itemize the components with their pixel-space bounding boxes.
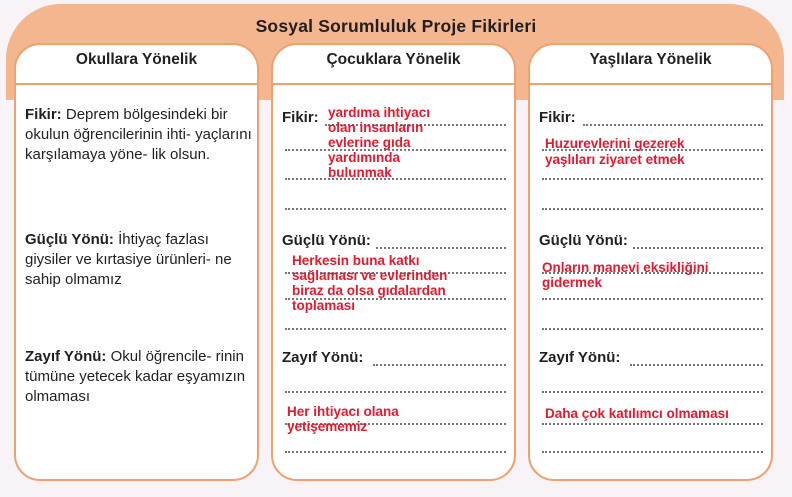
idea-block	[25, 105, 255, 165]
weakness-text: Okul öğrencile- rinin tümüne yetecek kadar eşyamızın olmaması	[25, 348, 246, 405]
handwritten-idea: Huzurevlerini gezerek yaşlıları ziyaret etmek	[545, 136, 685, 167]
idea-label: Fikir:	[282, 109, 319, 126]
answer-line	[542, 391, 763, 393]
weakness-label: Zayıf Yönü:	[25, 348, 107, 365]
card-yaslilara	[528, 43, 773, 481]
idea-label: Fikir:	[25, 106, 62, 123]
answer-line	[542, 208, 763, 210]
weakness-block	[25, 347, 255, 407]
answer-line	[373, 364, 506, 366]
weakness-label: Zayıf Yönü:	[539, 349, 621, 366]
idea-label: Fikir:	[539, 109, 576, 126]
idea-text: Deprem bölgesindeki bir okulun öğrencilerinin ihti- yaçlarını karşılamaya yöne- lik olsun.	[25, 106, 252, 163]
answer-line	[285, 391, 506, 393]
card-cocuklara	[271, 43, 516, 481]
answer-line	[285, 208, 506, 210]
card-divider	[528, 83, 773, 85]
strength-label: Güçlü Yönü:	[282, 232, 371, 249]
handwritten-strength: Herkesin buna katkı sağlaması ve evlerinden biraz da olsa gıdalardan toplaması	[292, 253, 448, 313]
card-okullara	[14, 43, 259, 481]
answer-line	[542, 423, 763, 425]
answer-line	[633, 247, 763, 249]
card-heading: Yaşlılara Yönelik	[589, 51, 712, 68]
handwritten-weakness: Her ihtiyacı olana yetişememiz	[287, 404, 399, 434]
answer-line	[376, 247, 506, 249]
strength-label: Güçlü Yönü:	[25, 231, 114, 248]
answer-line	[285, 451, 506, 453]
card-divider	[271, 83, 516, 85]
answer-line	[630, 364, 763, 366]
strength-block	[25, 230, 255, 290]
answer-line	[583, 124, 763, 126]
strength-text: İhtiyaç fazlası giysiler ve kırtasiye ürünleri- ne sahip olmamız	[25, 231, 232, 288]
handwritten-weakness: Daha çok katılımcı olmaması	[545, 406, 729, 421]
strength-label: Güçlü Yönü:	[539, 232, 628, 249]
page-title: Sosyal Sorumluluk Proje Fikirleri	[255, 16, 537, 36]
card-divider	[14, 83, 259, 85]
answer-line	[542, 328, 763, 330]
card-heading: Çocuklara Yönelik	[326, 51, 461, 68]
handwritten-strength: Onların manevi eksikliğini gidermek	[542, 260, 709, 290]
answer-line	[542, 451, 763, 453]
card-heading: Okullara Yönelik	[75, 51, 198, 68]
answer-line	[542, 298, 763, 300]
answer-line	[542, 178, 763, 180]
handwritten-idea: yardıma ihtiyacı olan insanların evlerine gıda yardımında bulunmak	[328, 105, 431, 180]
weakness-label: Zayıf Yönü:	[282, 349, 364, 366]
answer-line	[285, 328, 506, 330]
